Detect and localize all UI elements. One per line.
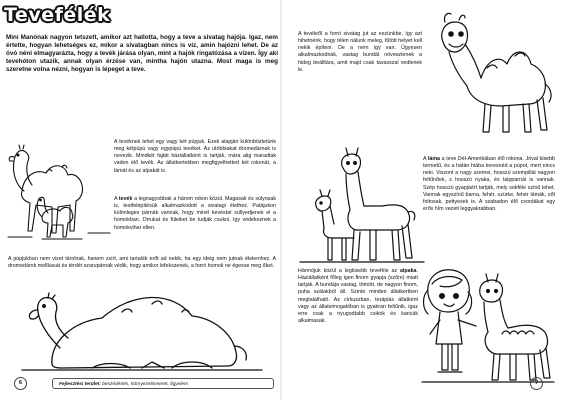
left-page (0, 0, 280, 400)
development-area-box (52, 378, 274, 389)
camel-humps-paragraph: A tevéknek lehet egy vagy két púpjuk. Ezek alapján különböztetünk meg kétpúpú vagy egypúpú tevéket. Az utóbbiakat dromedárnak is nevezik. Mindkét fajtát háziállatként is tartják, mára alig maradtak vadon élő tevék. Az állatkertekben megfigyelhetted két rokonát, a lámát és az alpakát is. (114, 139, 276, 174)
bold-term-camels: tevék (118, 196, 133, 202)
llama-mother-and-baby-illustration (298, 146, 428, 266)
standing-camel-illustration (425, 8, 560, 138)
intro-paragraph: Mini Manónak nagyon tetszett, amikor azt hallotta, hogy a teve a sivatag hajója. Igaz, nem értette, hogyan lehetséges ez, mikor a sivatagban nincs is víz, amin hajózni lehet. De az óvó néni elmagyarázta, hogy a tevék járása olyan, mint a hajók ringatózása a vízen. Így aki tevehóton utazik, annak olyan érzése van, mintha hajón utazna. Most maga is meg szeretne volna nézni, hogyan is lépeget a teve. (6, 34, 278, 74)
camel-winter-paragraph: A tevékről a forró sivatag jut az eszünkbe, így azt hihetnénk, hogy télen nálunk meleg, fűtött helyet kell nekik építeni. De a nem így van. Ügyesen alkalmazkodnak, vastag bundát növesztenek a hideg beálltára, amit majd csak tavasszal vedlenek le. (298, 31, 422, 73)
lying-dromedary-illustration (22, 282, 272, 374)
alpaca-paragraph: Hármójuk közül a legkisebb teveféle az alpaka. Háziállatként főleg igen finom gyapja (szőre) miatt tartják. A bundája vastag, tömött, de nagyon finom, puha szálakból áll. Szinte minden állatkertben megtalálható. Az cirkuszban, terápiás állatként vagy az állatsimogatóban is gyakran feltűnik, igaz erre csak a nyugodtabb csikók és kancák alkalmasak. (298, 268, 418, 325)
footer-value: beszédértés, környezetismeret, figyelem (102, 382, 189, 387)
camel-hump-fat-paragraph: A púpjukban nem vizet tárolnak, hanem zsírt, ami tartalék erőt ad nekik, ha egy ideig nem jutnak élelemhez. A dromedárok mellkasát és térdét szarupárnák védik, hogy amikor lefekszenek, a forró homok ne égesse meg őket. (8, 256, 276, 270)
bold-term-llama: láma (427, 156, 440, 162)
right-page (282, 0, 562, 400)
llama-paragraph: A láma a teve Dél-Amerikában élő rokona. Jóval kisebb termetű, és a hátán hiába keresnéd a púpot, mert nincs neki. Viszont a nagy szemei, hosszú szempillái nagyon feltűnőek, s hosszú nyaka, és talpparnái is vannak. Szép hosszú gyapjáért tartják, mely sokféle színű lehet. Vannak egyszínű barna, fehér, szürke, fehér lámák, sőt foltosak, pettyesek is. A szabadon élő csordákat egy erős hím vezeti leggyakrabban. (423, 156, 555, 213)
page-number-left: 6 (14, 377, 27, 390)
bold-term-alpaca: alpaka (400, 268, 417, 274)
footer-label: Fejlesztési terület: (59, 382, 101, 387)
page-number-right: 7 (530, 377, 543, 390)
camel-body-paragraph: A tevék a legnagyobbak a három rokon közül. Magasak és súlyosak is, testfelépítésük alkalmazkodott a sivatagi élethez. Patájukon különleges párnák vannak, hogy minél kevésbé süllyedjenek el a homokban. Orrukat és füleiket be tudják csukni, így védekeznek a homokvihar ellen. (114, 196, 277, 231)
girl-with-alpaca-illustration (418, 264, 558, 386)
page-title: Tevefélék (4, 4, 111, 26)
camel-family-illustration (2, 133, 114, 245)
